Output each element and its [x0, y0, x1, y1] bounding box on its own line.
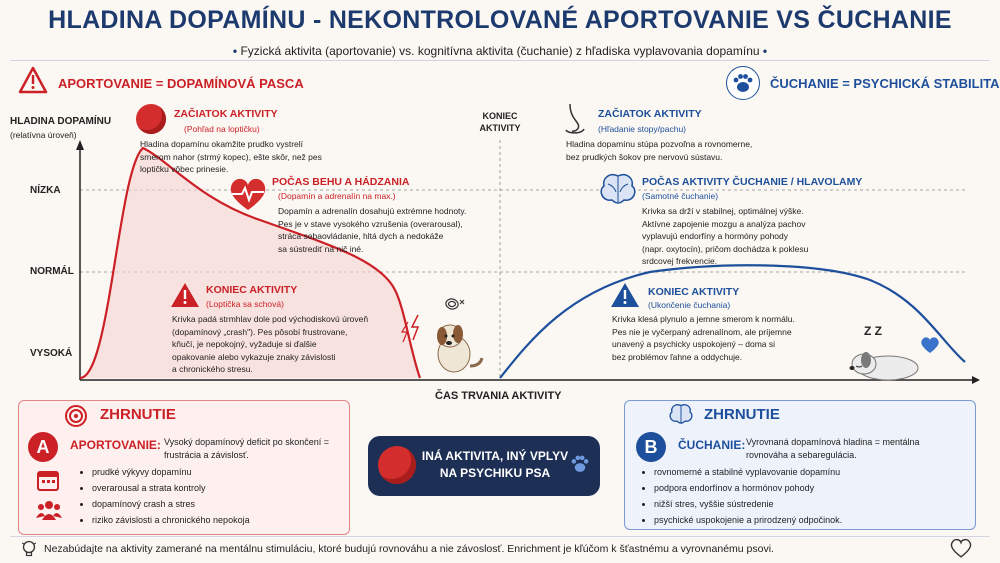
frustrated-dog-icon	[420, 296, 490, 385]
stress-bolt-icon	[412, 315, 418, 340]
summary-bullet: • prudké výkyvy dopamínu	[92, 464, 250, 480]
note-line: srdcovej frekvencie.	[642, 256, 718, 266]
summary-bullet: • nižší stres, vyššie sústredenie	[654, 496, 842, 512]
warning-triangle-icon	[170, 282, 200, 313]
note-title: POČAS BEHU A HÁDZANIA	[272, 176, 410, 188]
desc-line: frustrácia a závislosť.	[164, 449, 249, 460]
note-line: bez problémov ľahne a oddychuje.	[612, 351, 743, 362]
note-title: POČAS AKTIVITY ČUCHANIE / HLAVOLAMY	[642, 176, 863, 188]
sleeping-dog-icon	[846, 340, 926, 389]
desc-line: Vyrovnaná dopamínová hladina = mentálna	[746, 437, 920, 447]
summary-bullets	[78, 464, 250, 528]
brain-icon	[598, 172, 638, 211]
note-subtitle: (Ukončenie čuchania)	[648, 300, 731, 310]
desc-line: Vysoký dopamínový deficit po skončení =	[164, 437, 330, 447]
calendar-icon	[36, 468, 60, 497]
y-axis-arrow	[76, 140, 84, 150]
y-axis-title: HLADINA DOPAMÍNU	[10, 116, 112, 127]
note-line: opakovanie alebo vykazuje znaky závislosti	[172, 351, 336, 362]
y-axis-subtitle: (relatívna úroveň)	[10, 130, 77, 140]
summary-name: ČUCHANIE:	[678, 438, 746, 452]
koniec-line: AKTIVITY	[479, 123, 521, 133]
group-icon	[36, 498, 62, 527]
note-text	[566, 138, 752, 163]
note-line: loptičku vôbec prinesie.	[140, 164, 229, 174]
note-line: bez prudkých šokov pre nervovú sústavu.	[566, 151, 723, 162]
y-tick-label: VYSOKÁ	[30, 348, 73, 359]
note-text	[140, 138, 322, 176]
heart-icon	[920, 336, 940, 359]
note-subtitle: (Loptička sa schová)	[206, 299, 284, 309]
note-line: (napr. oxytocín), pričom dochádza k poklesu	[642, 243, 809, 254]
summary-bullet: • podpora endorfínov a hormónov pohody	[654, 480, 842, 496]
note-line: Aktívne zapojenie mozgu a analýza pachov	[642, 218, 806, 229]
bullet-dot-icon: •	[762, 44, 768, 58]
footer-text: Nezabúdajte na aktivity zamerané na mentálnu stimuláciu, ktoré budujú rovnováhu a nie závoslosť. Enrichment je kľúčom k šťastnému a vyrovnanému psovi.	[44, 543, 774, 555]
note-line: smerom nahor (strmý kopec), ešte skôr, než pes	[140, 151, 322, 162]
paw-icon	[566, 450, 594, 483]
summary-bullet: • riziko závislosti a chronického nepokoja	[92, 512, 250, 528]
summary-heading: ZHRNUTIE	[704, 406, 780, 423]
page-title: HLADINA DOPAMÍNU - NEKONTROLOVANÉ APORTOVANIE VS ČUCHANIE	[48, 6, 952, 34]
note-text	[172, 313, 368, 376]
summary-heading: ZHRNUTIE	[100, 406, 176, 423]
note-line: Krivka padá strmhlav dole pod východiskovú úroveň	[172, 314, 369, 324]
note-line: stráca sebaovládanie, hltá dych a nedokáže	[278, 231, 444, 241]
ball-icon	[378, 446, 416, 484]
note-line: Krivka klesá plynulo a jemne smerom k normálu.	[612, 314, 795, 324]
summary-name: APORTOVANIE:	[70, 438, 161, 452]
y-tick-label: NÍZKA	[30, 185, 61, 196]
bullet-dot-icon: •	[232, 44, 238, 58]
lightbulb-icon	[22, 540, 36, 563]
zzz-text: Z Z	[864, 324, 882, 338]
note-subtitle: (Samotné čuchanie)	[642, 191, 719, 201]
subtitle-text: Fyzická aktivita (aportovanie) vs. kognitívna aktivita (čuchanie) z hľadiska vyplavovania dopamínu	[240, 44, 760, 58]
note-subtitle: (Dopamín a adrenalín na max.)	[278, 191, 396, 201]
badge-b: B	[636, 432, 666, 462]
note-line: Pes je v stave vysokého vzrušenia (overarousal),	[278, 218, 463, 229]
note-line: (dopamínový „crash"). Pes pôsobí frustrovane,	[172, 326, 348, 337]
heartbeat-icon	[228, 176, 268, 217]
note-text	[642, 205, 808, 268]
nose-icon	[562, 102, 588, 141]
note-line: Pes nie je vyčerpaný adrenalínom, ale príjemne	[612, 326, 792, 337]
target-icon	[64, 404, 88, 433]
y-tick-label: NORMÁL	[30, 266, 74, 277]
summary-desc	[164, 436, 329, 461]
note-text	[278, 205, 466, 255]
note-line: vyplavujú endorfíny a hormóny pohody	[642, 231, 789, 241]
note-subtitle: (Pohľad na loptičku)	[184, 124, 260, 134]
left-header: APORTOVANIE = DOPAMÍNOVÁ PASCA	[58, 76, 304, 91]
ball-icon	[136, 104, 166, 134]
note-line: kňučí, je nepokojný, vyžaduje si ďalšie	[172, 339, 317, 349]
note-title: ZAČIATOK AKTIVITY	[174, 108, 278, 120]
banner-text	[420, 448, 570, 482]
note-line: a chronického stresu.	[172, 364, 253, 374]
note-line: Hladina dopamínu okamžite prudko vystrelí	[140, 139, 303, 149]
summary-bullet: • rovnomerné a stabilné vyplavovanie dopamínu	[654, 464, 842, 480]
note-title: KONIEC AKTIVITY	[648, 286, 740, 298]
summary-desc	[746, 436, 920, 461]
note-text	[612, 313, 795, 363]
summary-bullet: • psychické uspokojenie a prirodzený odpočinok.	[654, 512, 842, 528]
note-line: Krivka sa drží v stabilnej, optimálnej výške.	[642, 206, 804, 216]
x-axis-label: ČAS TRVANIA AKTIVITY	[435, 390, 562, 402]
note-line: sa sústrediť na nič iné.	[278, 243, 364, 254]
desc-line: rovnováha a sebaregulácia.	[746, 449, 857, 460]
banner-line: NA PSYCHIKU PSA	[439, 466, 551, 480]
x-axis-arrow	[972, 376, 980, 384]
brain-icon	[668, 402, 694, 431]
right-header: ČUCHANIE = PSYCHICKÁ STABILITA	[770, 76, 1000, 91]
info-triangle-icon	[610, 282, 640, 313]
summary-bullets	[640, 464, 842, 528]
note-title: KONIEC AKTIVITY	[206, 284, 298, 296]
summary-bullet: • dopamínový crash a stres	[92, 496, 250, 512]
koniec-line: KONIEC	[482, 111, 518, 121]
heart-outline-icon	[950, 538, 972, 563]
note-title: ZAČIATOK AKTIVITY	[598, 108, 702, 120]
summary-bullet: • overarousal a strata kontroly	[92, 480, 250, 496]
banner-line: INÁ AKTIVITA, INÝ VPLYV	[421, 449, 569, 463]
koniec-aktivity-label	[470, 110, 530, 134]
note-line: unavený a psychicky uspokojený – doma si	[612, 339, 776, 349]
note-subtitle: (Hľadanie stopy/pachu)	[598, 124, 687, 134]
note-line: Hladina dopamínu stúpa pozvoľna a rovnomerne,	[566, 139, 753, 149]
badge-a: A	[28, 432, 58, 462]
note-line: Dopamín a adrenalín dosahujú extrémne hodnoty.	[278, 206, 467, 216]
